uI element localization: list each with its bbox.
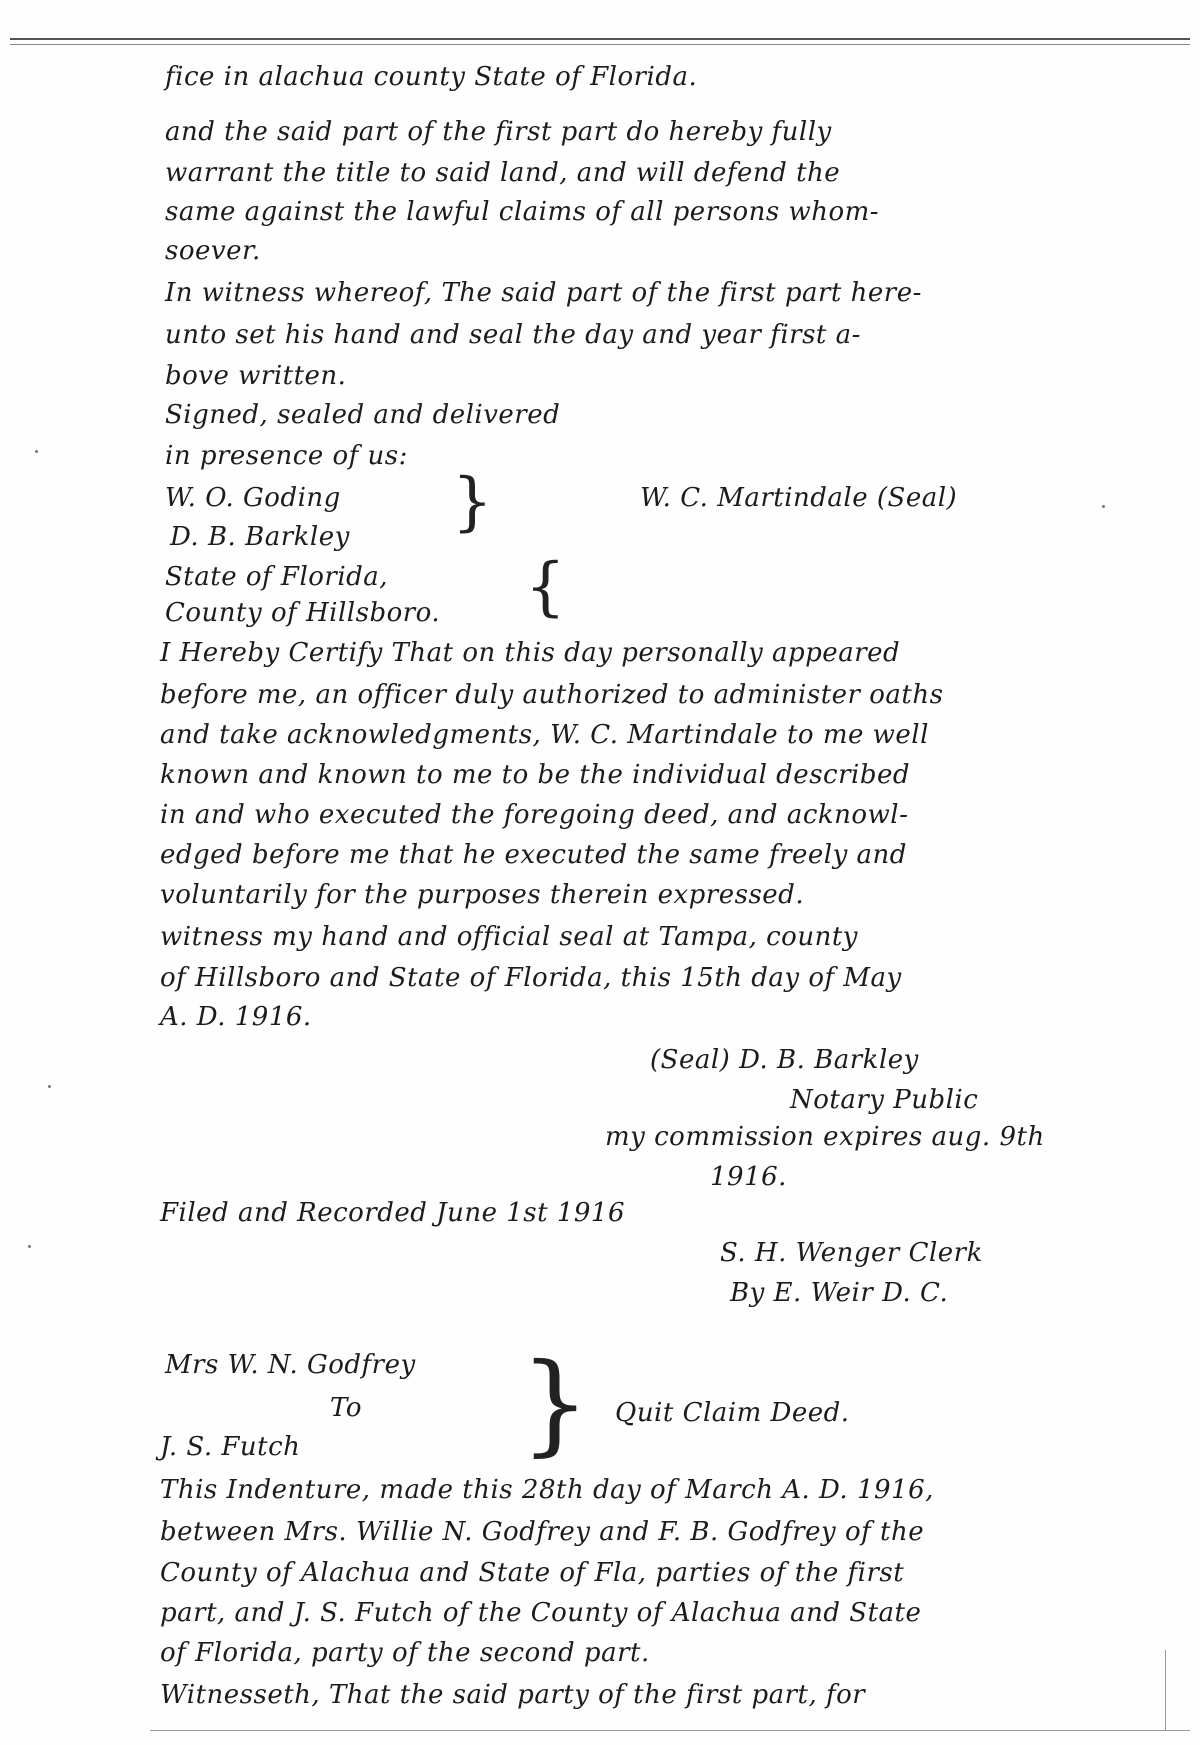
notary-title: Notary Public	[790, 1085, 979, 1115]
margin-speck	[48, 1085, 51, 1088]
deed1-line: Signed, sealed and delivered	[165, 400, 561, 430]
bracket-mark: }	[452, 465, 493, 539]
deed1-line: unto set his hand and seal the day and year first a-	[165, 320, 861, 350]
filed-recorded-line: Filed and Recorded June 1st 1916	[160, 1198, 625, 1228]
acknowledgment-line: known and known to me to be the individual described	[160, 760, 911, 790]
acknowledgment-line: in and who executed the foregoing deed, and acknowl-	[160, 800, 909, 830]
deed2-grantee: J. S. Futch	[160, 1432, 301, 1462]
deed2-line: County of Alachua and State of Fla, parties of the first	[160, 1558, 905, 1588]
deed1-line: fice in alachua county State of Florida.	[165, 62, 698, 92]
grantor-signature: W. C. Martindale (Seal)	[640, 483, 958, 513]
acknowledgment-line: before me, an officer duly authorized to administer oaths	[160, 680, 944, 710]
acknowledgment-line: I Hereby Certify That on this day personally appeared	[160, 638, 901, 668]
acknowledgment-line: voluntarily for the purposes therein expressed.	[160, 880, 805, 910]
deed2-line: of Florida, party of the second part.	[160, 1638, 650, 1668]
page-edge-line	[1165, 1650, 1167, 1730]
bracket-mark: }	[520, 1339, 590, 1467]
deed2-line: part, and J. S. Futch of the County of Alachua and State	[160, 1598, 922, 1628]
deed1-line: in presence of us:	[165, 441, 408, 471]
acknowledgment-line: A. D. 1916.	[160, 1002, 312, 1032]
witness-signature: W. O. Goding	[165, 483, 341, 513]
acknowledgment-line: of Hillsboro and State of Florida, this 15th day of May	[160, 963, 902, 993]
margin-speck	[1102, 505, 1105, 508]
margin-speck	[35, 450, 38, 453]
clerk-signature: S. H. Wenger Clerk	[720, 1238, 983, 1268]
top-ruled-border	[10, 38, 1190, 45]
deed2-line: between Mrs. Willie N. Godfrey and F. B. Godfrey of the	[160, 1517, 925, 1547]
deed2-grantor: Mrs W. N. Godfrey	[165, 1350, 416, 1380]
witness-signature: D. B. Barkley	[170, 522, 350, 552]
deed2-line: Witnesseth, That the said party of the first part, for	[160, 1680, 866, 1710]
deed1-line: soever.	[165, 236, 261, 266]
acknowledgment-line: witness my hand and official seal at Tampa, county	[160, 922, 858, 952]
venue-county: County of Hillsboro.	[165, 598, 441, 628]
deputy-clerk-signature: By E. Weir D. C.	[730, 1278, 949, 1308]
deed1-line: and the said part of the first part do hereby fully	[165, 117, 832, 147]
commission-year: 1916.	[710, 1162, 787, 1192]
deed2-title: Quit Claim Deed.	[615, 1398, 850, 1428]
notary-signature: (Seal) D. B. Barkley	[650, 1045, 919, 1075]
deed2-line: This Indenture, made this 28th day of March A. D. 1916,	[160, 1475, 934, 1505]
deed2-to: To	[330, 1393, 362, 1423]
acknowledgment-line: and take acknowledgments, W. C. Martindale to me well	[160, 720, 929, 750]
deed1-line: bove written.	[165, 361, 347, 391]
venue-state: State of Florida,	[165, 562, 389, 592]
acknowledgment-line: edged before me that he executed the same freely and	[160, 840, 907, 870]
margin-speck	[28, 1245, 31, 1248]
bottom-ruled-border	[150, 1730, 1190, 1731]
deed1-line: warrant the title to said land, and will defend the	[165, 158, 841, 188]
deed1-line: same against the lawful claims of all persons whom-	[165, 197, 880, 227]
deed1-line: In witness whereof, The said part of the first part here-	[165, 278, 922, 308]
commission-expiry: my commission expires aug. 9th	[605, 1122, 1045, 1152]
bracket-mark: {	[525, 550, 566, 624]
